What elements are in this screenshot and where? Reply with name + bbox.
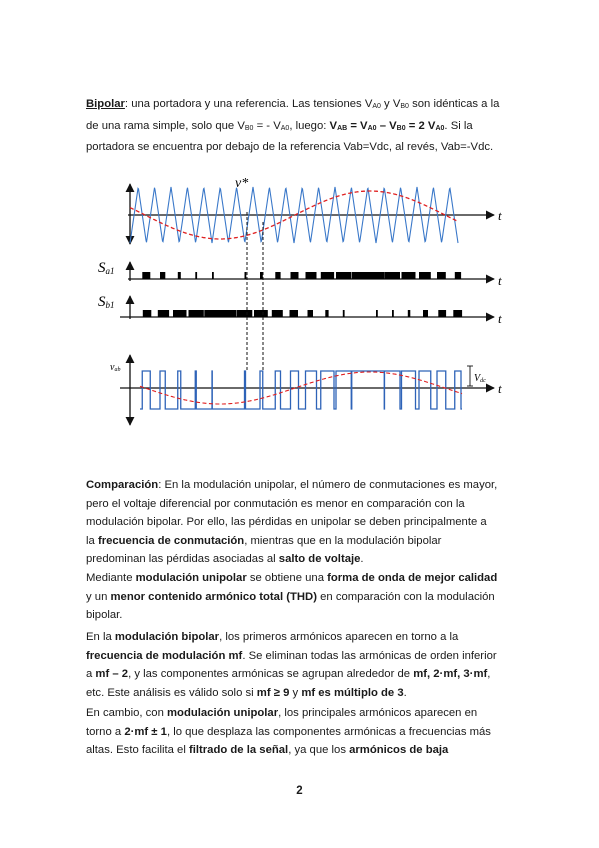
sb1-pulse bbox=[254, 310, 268, 317]
subscript: A0 bbox=[372, 103, 381, 110]
bold-span: frecuencia de modulación mf bbox=[86, 649, 243, 662]
text-span: , lo que desplaza las componentes armónicas a frecuencias más bbox=[166, 725, 491, 738]
sa1-label bbox=[98, 260, 115, 276]
sb1-pulse bbox=[308, 310, 314, 317]
comp-line-3: modulación bipolar. Por ello, las pérdidas en unipolar se deben principalmente a bbox=[86, 516, 487, 529]
bold-span: mf, 2·mf, 3·mf bbox=[413, 668, 488, 681]
sb1-label bbox=[98, 294, 115, 310]
sb1-pulse-train bbox=[143, 310, 462, 317]
text-span: de una rama simple, solo que V bbox=[86, 119, 245, 132]
text-span: , y las componentes armónicas se agrupan alrededor de bbox=[128, 668, 414, 681]
sb1-pulse bbox=[392, 310, 394, 317]
sb1-pulse bbox=[173, 310, 187, 317]
text-span: , los primeros armónicos aparecen en torno a la bbox=[219, 631, 459, 643]
sb1-pulse bbox=[325, 310, 328, 317]
eb-line-4 bbox=[86, 684, 522, 703]
comp-line-4 bbox=[86, 532, 522, 551]
text-span: . bbox=[360, 553, 364, 566]
text-span: : una portadora y una referencia. Las tensiones V bbox=[124, 98, 373, 110]
text-span: . Se eliminan todas las armónicas de orden inferior bbox=[242, 649, 497, 662]
subscript: AB bbox=[337, 124, 348, 132]
text-span: Mediante bbox=[86, 572, 136, 584]
text-span: En cambio, con bbox=[86, 707, 168, 719]
text-span: altas. Esto facilita el bbox=[86, 744, 189, 757]
sa1-pulse bbox=[178, 272, 181, 279]
eq-part: – V bbox=[376, 119, 397, 132]
text-span: torno a bbox=[86, 725, 125, 738]
med-line-1 bbox=[86, 569, 522, 588]
sa1-pulse bbox=[321, 272, 334, 279]
t-label-2: t bbox=[498, 273, 502, 288]
text-span: se obtiene una bbox=[246, 572, 328, 584]
sa1-pulse bbox=[291, 272, 299, 279]
med-line-2 bbox=[86, 588, 522, 607]
sa1-pulse bbox=[142, 272, 150, 279]
eb-line-2 bbox=[86, 647, 522, 666]
bold-span: mf ≥ 9 bbox=[256, 686, 290, 699]
text-span: En la bbox=[86, 631, 115, 643]
text-span: . Si la bbox=[444, 119, 473, 132]
text-span: y un bbox=[86, 590, 111, 603]
encambio-paragraph bbox=[86, 704, 522, 760]
sb1-s: S bbox=[98, 294, 106, 310]
bold-span: forma de onda de mejor calidad bbox=[327, 572, 498, 584]
eb-line-1 bbox=[86, 628, 522, 647]
med-line-3: bipolar. bbox=[86, 609, 123, 622]
bipolar-title: Bipolar bbox=[86, 98, 125, 110]
text-span: a bbox=[86, 668, 96, 681]
text-span: . bbox=[403, 686, 407, 699]
t-label-1: t bbox=[498, 208, 502, 223]
vstar-label: v* bbox=[235, 176, 249, 191]
comp-line-2: pero el voltaje diferencial por conmutación es menor en comparación con la bbox=[86, 497, 465, 510]
text-span: son idénticas a la bbox=[408, 98, 500, 110]
comp-line-5 bbox=[86, 550, 522, 569]
vab-sub: ab bbox=[114, 367, 121, 373]
ec-line-2 bbox=[86, 723, 522, 742]
t-label-3: t bbox=[498, 311, 502, 326]
sb1-pulse bbox=[290, 310, 299, 317]
sb1-pulse bbox=[272, 310, 283, 317]
eq-part: V bbox=[329, 119, 338, 132]
eb-line-3 bbox=[86, 665, 522, 684]
text-span: predominan las pérdidas asociadas al bbox=[86, 553, 279, 566]
sa1-pulse bbox=[455, 272, 461, 279]
text-span: en comparación con la modulación bbox=[316, 590, 495, 603]
vdc-v: V bbox=[474, 373, 481, 384]
sb1-pulse bbox=[189, 310, 204, 317]
subscript: B0 bbox=[396, 124, 406, 132]
ec-line-1 bbox=[86, 704, 522, 723]
text-span: , bbox=[487, 668, 491, 681]
comp-line-1 bbox=[86, 476, 522, 495]
ec-line-3 bbox=[86, 741, 522, 760]
vdc-sub: dc bbox=[480, 378, 486, 384]
sb1-pulse bbox=[438, 310, 446, 317]
sa1-pulse bbox=[245, 272, 247, 279]
text-span: , los principales armónicos aparecen en bbox=[278, 707, 478, 719]
bold-span: modulación bipolar bbox=[114, 631, 220, 643]
sb1-pulse bbox=[204, 310, 236, 317]
bold-span: salto de voltaje bbox=[278, 553, 361, 566]
sa1-pulse bbox=[385, 272, 401, 279]
vab-label bbox=[110, 362, 120, 373]
text-span: , mientras que en la modulación bipolar bbox=[244, 534, 442, 547]
sa1-sub: a1 bbox=[105, 266, 115, 276]
text-span: , ya que los bbox=[288, 744, 350, 757]
sa1-pulse bbox=[195, 272, 197, 279]
sb1-pulse bbox=[408, 310, 411, 317]
subscript: A0 bbox=[280, 124, 290, 132]
bold-span: frecuencia de conmutación bbox=[97, 534, 245, 547]
bold-span: armónicos de baja bbox=[349, 744, 449, 757]
sb1-pulse bbox=[423, 310, 428, 317]
bold-span: filtrado de la señal bbox=[188, 744, 289, 757]
vab-v: v bbox=[110, 362, 115, 373]
sa1-pulse bbox=[275, 272, 280, 279]
subscript: A0 bbox=[435, 124, 445, 132]
sb1-pulse bbox=[376, 310, 378, 317]
sa1-pulse bbox=[419, 272, 431, 279]
bipolar-line-3: portadora se encuentra por debajo de la referencia Vab=Vdc, al revés, Vab=-Vdc. bbox=[86, 141, 494, 154]
vdc-label bbox=[474, 373, 486, 384]
sb1-pulse bbox=[237, 310, 252, 317]
subscript: A0 bbox=[367, 124, 377, 132]
sb1-pulse bbox=[158, 310, 169, 317]
comparacion-paragraph bbox=[86, 476, 522, 569]
sb1-sub: b1 bbox=[105, 300, 115, 310]
enbipolar-paragraph bbox=[86, 628, 522, 702]
bold-span: 2·mf ± 1 bbox=[124, 725, 167, 738]
vab-pwm-waveform bbox=[140, 371, 462, 409]
subscript: B0 bbox=[400, 103, 409, 110]
sb1-pulse bbox=[343, 310, 345, 317]
sa1-pulse bbox=[402, 272, 416, 279]
subscript: B0 bbox=[244, 124, 254, 132]
text-span: , luego: bbox=[289, 119, 330, 132]
text-span: la bbox=[86, 534, 98, 547]
mediante-paragraph bbox=[86, 569, 522, 625]
sb1-pulse bbox=[143, 310, 152, 317]
text-span: etc. Este análisis es válido solo si bbox=[86, 686, 257, 699]
eq-part: = V bbox=[347, 119, 368, 132]
sa1-s: S bbox=[98, 260, 106, 276]
sa1-pulse bbox=[352, 272, 385, 279]
text-span: y V bbox=[380, 98, 401, 110]
sa1-pulse bbox=[336, 272, 351, 279]
comparacion-label: Comparación bbox=[86, 479, 159, 491]
bold-span: mf – 2 bbox=[95, 668, 129, 681]
sb1-pulse bbox=[453, 310, 462, 317]
sa1-pulse-train bbox=[142, 272, 461, 279]
t-label-4: t bbox=[498, 381, 502, 396]
text-span: = - V bbox=[253, 119, 281, 132]
sa1-pulse bbox=[437, 272, 446, 279]
text-span: y bbox=[289, 686, 302, 699]
sa1-pulse bbox=[306, 272, 317, 279]
bold-span: mf es múltiplo de 3 bbox=[301, 686, 404, 699]
text-span: : En la modulación unipolar, el número de conmutaciones es mayor, bbox=[158, 479, 498, 491]
bold-span: modulación unipolar bbox=[135, 572, 247, 584]
bold-span: menor contenido armónico total (THD) bbox=[110, 590, 317, 603]
sa1-pulse bbox=[212, 272, 214, 279]
sa1-pulse bbox=[260, 272, 263, 279]
eq-part: = 2 V bbox=[405, 119, 436, 132]
page-number: 2 bbox=[296, 785, 303, 797]
sa1-pulse bbox=[160, 272, 165, 279]
bold-span: modulación unipolar bbox=[167, 707, 279, 719]
